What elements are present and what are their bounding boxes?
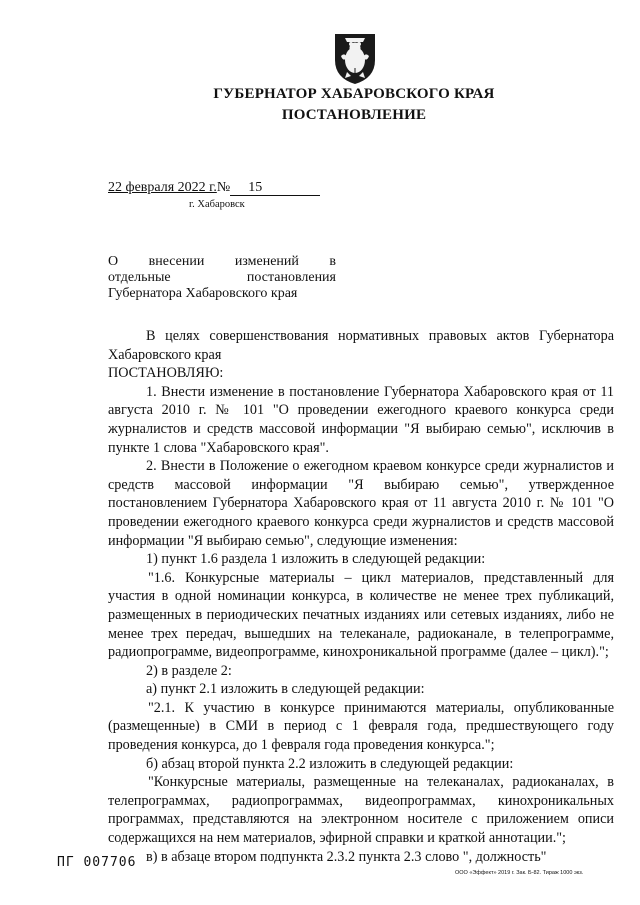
subject-word: изменений — [234, 254, 299, 269]
subitem-2: 2) в разделе 2: — [146, 662, 232, 679]
subject-line-2 — [108, 270, 336, 286]
subject-word: внесении — [148, 254, 205, 269]
date-number-line — [108, 180, 320, 196]
item-2: 2. Внести в Положение о ежегодном краевом конкурсе среди журналистов и средств массовой информации "Я выбираю семью", утвержденное постановлением Губернатора Хабаровского края от 11 августа 2010 г. № 101 "О проведении ежегодного краевого конкурса среди журналистов и средств массовой информации "Я выбираю семью", следующие изменения: — [108, 458, 614, 549]
subject-line-3: Губернатора Хабаровского края — [108, 286, 298, 301]
subject-word: в — [329, 254, 336, 269]
document-body — [108, 327, 614, 866]
document-type: ПОСТАНОВЛЕНИЕ — [281, 107, 427, 123]
print-info: ООО «Эффект» 2019 г. Зак. Б-82. Тираж 1000 экз. — [455, 870, 584, 876]
quote-1-6: "1.6. Конкурсные материалы – цикл материалов, представленный для участия в одной номинации конкурса, в количестве не менее трех публикаций, размещенных в периодических печатных изданиях или сетевых изданиях, либо не менее трех передач, вышедших на телеканале, радиоканале, в телепрограмме, радиопрограмме, видеопрограмме, кинохроникальной программе (далее – цикл)."; — [108, 569, 614, 661]
item-1: 1. Внести изменение в постановление Губернатора Хабаровского края от 11 августа 2010 г. № 101 "О проведении ежегодного краевого конкурса среди журналистов и средств массовой информации "Я выбираю семью", исключив в пункте 1 слова "Хабаровского края". — [108, 383, 614, 456]
document-number: 15 — [230, 181, 320, 196]
subitem-2c: в) в абзаце втором подпункта 2.3.2 пункта 2.3 слово ", должность" — [146, 848, 547, 865]
preamble: В целях совершенствования нормативных правовых актов Губернатора Хабаровского края — [108, 328, 614, 363]
document-subject — [108, 254, 336, 302]
quote-2-1: "2.1. К участию в конкурсе принимаются материалы, опубликованные (размещенные) в СМИ в период с 1 февраля года, предшествующего году проведения конкурса, до 1 февраля года проведения конкурса."; — [108, 699, 614, 754]
subject-word: О — [108, 254, 119, 269]
subitem-2a: а) пункт 2.1 изложить в следующей редакции: — [146, 681, 425, 698]
subject-line-1 — [108, 254, 336, 270]
subject-word: отдельные — [108, 270, 171, 285]
coat-of-arms-icon — [331, 30, 379, 86]
subitem-1: 1) пункт 1.6 раздела 1 изложить в следующей редакции: — [146, 551, 486, 568]
subitem-2b: б) абзац второй пункта 2.2 изложить в следующей редакции: — [146, 755, 514, 772]
resolution-keyword: ПОСТАНОВЛЯЮ: — [108, 365, 224, 382]
subject-word: постановления — [246, 270, 336, 285]
issuer-title: ГУБЕРНАТОР ХАБАРОВСКОГО КРАЯ — [213, 86, 495, 102]
number-label: № — [216, 180, 231, 195]
form-serial-code: ПГ 007706 — [57, 855, 137, 870]
city: г. Хабаровск — [189, 199, 245, 210]
quote-2-2: "Конкурсные материалы, размещенные на телеканалах, радиоканалах, в телепрограммах, радиопрограммах, видеопрограммах, кинохроникальных программах, представляются на электронном носителе с приложением описи содержащихся на нем материалов, эфирной справки и краткой аннотации."; — [108, 774, 614, 847]
document-date: 22 февраля 2022 г. — [108, 180, 217, 195]
